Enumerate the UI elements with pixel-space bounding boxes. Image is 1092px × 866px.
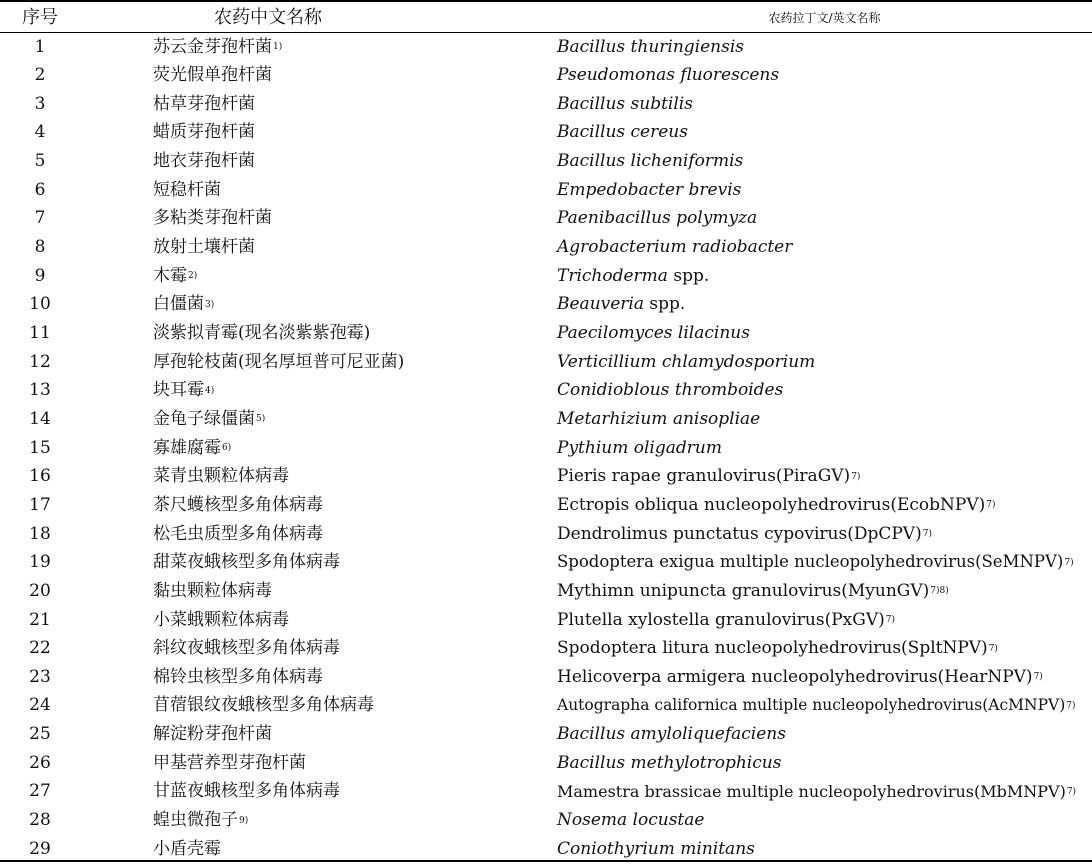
header-latin-name: 农药拉丁文/英文名称 [768, 10, 881, 25]
table-header-row [0, 3, 1092, 32]
latin-name-cell: Ectropis obliqua nucleopolyhedrovirus(EcobNPV) 7) [557, 494, 996, 515]
latin-name: Mythimn unipuncta granulovirus(MyunGV) [557, 580, 930, 601]
row-number: 22 [29, 638, 51, 659]
latin-name-cell [557, 234, 792, 262]
latin-name: Nosema locustae [557, 810, 705, 831]
latin-name-cell [557, 148, 743, 176]
chinese-name: 金龟子绿僵菌 [153, 408, 255, 429]
chinese-name-cell: 苏云金芽孢杆菌 1) [153, 36, 283, 57]
latin-name-cell [557, 434, 722, 462]
latin-name: Mamestra brassicae multiple nucleopolyhedrovirus(MbMNPV) [557, 781, 1066, 801]
chinese-name: 黏虫颗粒体病毒 [153, 580, 272, 601]
latin-name-cell: Mythimn unipuncta granulovirus(MyunGV) 7)8) [557, 580, 949, 601]
latin-name: Pythium oligadrum [557, 437, 722, 458]
table-row [0, 807, 1092, 835]
latin-name: Conidioblous thromboides [557, 380, 784, 401]
chinese-name-cell [153, 148, 255, 176]
row-number: 23 [29, 666, 51, 687]
latin-name: Spodoptera litura nucleopolyhedrovirus(SpltNPV) [557, 638, 988, 659]
chinese-name: 苜蓿银纹夜蛾核型多角体病毒 [153, 695, 374, 716]
chinese-name-cell [153, 778, 340, 806]
table-row [0, 520, 1092, 548]
row-number: 18 [29, 523, 51, 544]
chinese-name-cell [153, 176, 221, 204]
row-number: 29 [29, 838, 51, 859]
chinese-name: 白僵菌 [153, 294, 204, 315]
chinese-name: 斜纹夜蛾核型多角体病毒 [153, 638, 340, 659]
latin-name: Paenibacillus polymyza [557, 208, 758, 229]
latin-name: Beauveria [557, 294, 645, 315]
table-row [0, 491, 1092, 519]
latin-name: Autographa californica multiple nucleopolyhedrovirus(AcMNPV) [557, 696, 1066, 715]
latin-name-cell [557, 291, 685, 319]
latin-name-cell [557, 377, 783, 405]
latin-name-cell: Spodoptera litura nucleopolyhedrovirus(SpltNPV) 7) [557, 638, 998, 659]
chinese-name-cell [153, 520, 323, 548]
chinese-name-cell [153, 663, 323, 691]
latin-name-cell [557, 405, 760, 433]
table-row [0, 434, 1092, 462]
row-number: 13 [29, 380, 51, 401]
header-chinese-name: 农药中文名称 [214, 6, 322, 28]
table-row [0, 348, 1092, 376]
table-row [0, 635, 1092, 663]
chinese-name: 寡雄腐霉 [153, 437, 221, 458]
latin-name: Dendrolimus punctatus cypovirus(DpCPV) [557, 523, 922, 544]
chinese-name-cell [153, 749, 306, 777]
latin-name-cell [557, 119, 688, 147]
row-number: 16 [29, 466, 51, 487]
chinese-name: 蝗虫微孢子 [153, 810, 238, 831]
latin-name-cell: Pieris rapae granulovirus(PiraGV) 7) [557, 466, 861, 487]
table-row [0, 606, 1092, 634]
latin-name: Agrobacterium radiobacter [557, 237, 793, 258]
row-number: 6 [34, 179, 46, 200]
chinese-name: 短稳杆菌 [153, 179, 221, 200]
chinese-name: 淡紫拟青霉(现名淡紫紫孢霉) [153, 323, 371, 343]
chinese-name-cell [153, 549, 340, 577]
latin-name: Paecilomyces lilacinus [557, 323, 750, 343]
latin-name-suffix: spp. [644, 294, 686, 315]
table-bottom-rule [0, 860, 1092, 862]
row-number: 4 [34, 122, 46, 143]
row-number: 28 [29, 810, 51, 831]
chinese-name-cell: 白僵菌 3) [153, 294, 215, 315]
table-row [0, 62, 1092, 90]
chinese-name: 枯草芽孢杆菌 [153, 93, 255, 114]
latin-name-cell: Dendrolimus punctatus cypovirus(DpCPV) 7) [557, 523, 932, 544]
table-row [0, 721, 1092, 749]
latin-name-cell [557, 835, 755, 863]
latin-name-cell: Helicoverpa armigera nucleopolyhedrovirus(HearNPV) 7) [557, 666, 1043, 687]
latin-name: Bacillus methylotrophicus [557, 752, 782, 773]
latin-name: Bacillus cereus [557, 122, 688, 143]
chinese-name-cell: 寡雄腐霉 6) [153, 437, 232, 458]
latin-name-suffix: spp. [667, 265, 710, 286]
chinese-name-cell [153, 205, 272, 233]
latin-name-cell: Spodoptera exigua multiple nucleopolyhedrovirus(SeMNPV) 7) [557, 552, 1074, 572]
table-row [0, 262, 1092, 290]
chinese-name: 木霉 [153, 265, 187, 286]
chinese-name-cell [153, 577, 272, 605]
chinese-name: 解淀粉芽孢杆菌 [153, 724, 272, 745]
latin-name-cell [557, 721, 786, 749]
chinese-name: 甘蓝夜蛾核型多角体病毒 [153, 781, 340, 802]
chinese-name-cell: 块耳霉 4) [153, 380, 215, 401]
table-row [0, 234, 1092, 262]
row-number: 25 [29, 724, 51, 745]
table-row [0, 119, 1092, 147]
row-number: 15 [29, 437, 51, 458]
table-row [0, 33, 1092, 61]
table-row [0, 778, 1092, 806]
chinese-name-cell [153, 90, 255, 118]
latin-name: Bacillus amyloliquefaciens [557, 724, 786, 745]
chinese-name: 小盾壳霉 [153, 838, 221, 859]
chinese-name: 松毛虫质型多角体病毒 [153, 523, 323, 544]
latin-name: Bacillus subtilis [557, 93, 693, 114]
latin-name: Trichoderma [557, 265, 668, 286]
table-row [0, 176, 1092, 204]
latin-name-cell [557, 33, 744, 61]
chinese-name-cell: 蝗虫微孢子 9) [153, 810, 249, 831]
table-row [0, 148, 1092, 176]
chinese-name: 蜡质芽孢杆菌 [153, 122, 255, 143]
table-row [0, 749, 1092, 777]
row-number: 26 [29, 752, 51, 773]
row-number: 21 [29, 609, 51, 630]
chinese-name-cell: 木霉 2) [153, 265, 198, 286]
latin-name: Verticillium chlamydosporium [557, 351, 816, 372]
chinese-name: 棉铃虫核型多角体病毒 [153, 666, 323, 687]
latin-name: Pieris rapae granulovirus(PiraGV) [557, 466, 851, 487]
table-row [0, 692, 1092, 720]
table-top-rule [0, 0, 1092, 2]
row-number: 27 [29, 781, 51, 802]
chinese-name: 甜菜夜蛾核型多角体病毒 [153, 552, 340, 573]
latin-name: Coniothyrium minitans [557, 838, 755, 859]
latin-name-cell [557, 807, 704, 835]
chinese-name-cell [153, 348, 404, 376]
latin-name-cell: Autographa californica multiple nucleopolyhedrovirus(AcMNPV) 7) [557, 696, 1076, 715]
chinese-name-cell [153, 463, 289, 491]
row-number: 20 [29, 580, 51, 601]
chinese-name-cell [153, 721, 272, 749]
table-row [0, 663, 1092, 691]
row-number: 10 [29, 294, 51, 315]
table-row [0, 549, 1092, 577]
header-number: 序号 [22, 6, 58, 28]
row-number: 12 [29, 351, 51, 372]
chinese-name-cell [153, 119, 255, 147]
latin-name: Empedobacter brevis [557, 179, 742, 200]
table-row [0, 835, 1092, 863]
chinese-name: 茶尺蠖核型多角体病毒 [153, 494, 323, 515]
chinese-name: 苏云金芽孢杆菌 [153, 36, 272, 57]
latin-name: Pseudomonas fluorescens [557, 65, 780, 86]
row-number: 14 [29, 408, 51, 429]
latin-name-cell [557, 749, 781, 777]
row-number: 5 [34, 151, 46, 172]
chinese-name-cell [153, 320, 370, 348]
table-row [0, 463, 1092, 491]
row-number: 8 [34, 237, 46, 258]
chinese-name-cell: 金龟子绿僵菌 5) [153, 408, 266, 429]
latin-name: Plutella xylostella granulovirus(PxGV) [557, 609, 885, 630]
latin-name: Metarhizium anisopliae [557, 408, 761, 429]
row-number: 24 [29, 695, 51, 716]
chinese-name-cell [153, 835, 221, 863]
chinese-name-cell [153, 234, 255, 262]
chinese-name-cell [153, 491, 323, 519]
latin-name: Spodoptera exigua multiple nucleopolyhedrovirus(SeMNPV) [557, 552, 1064, 572]
latin-name-cell [557, 176, 741, 204]
latin-name: Bacillus licheniformis [557, 151, 744, 172]
table-row [0, 291, 1092, 319]
latin-name: Ectropis obliqua nucleopolyhedrovirus(EcobNPV) [557, 494, 986, 515]
row-number: 3 [34, 93, 46, 114]
latin-name: Bacillus thuringiensis [557, 36, 744, 57]
row-number: 17 [29, 494, 51, 515]
chinese-name: 多粘类芽孢杆菌 [153, 208, 272, 229]
chinese-name: 甲基营养型芽孢杆菌 [153, 752, 306, 773]
table-row [0, 577, 1092, 605]
chinese-name: 块耳霉 [153, 380, 204, 401]
latin-name-cell [557, 348, 815, 376]
chinese-name-cell [153, 62, 272, 90]
table-row [0, 405, 1092, 433]
row-number: 1 [34, 36, 46, 57]
latin-name-cell [557, 320, 750, 348]
latin-name-cell [557, 262, 709, 290]
table-row [0, 320, 1092, 348]
latin-name-cell [557, 205, 757, 233]
chinese-name-cell [153, 606, 289, 634]
latin-name-cell [557, 62, 779, 90]
row-number: 2 [34, 65, 46, 86]
table-row [0, 205, 1092, 233]
latin-name-cell: Mamestra brassicae multiple nucleopolyhedrovirus(MbMNPV) 7) [557, 781, 1077, 801]
latin-name-cell [557, 90, 693, 118]
chinese-name-cell [153, 635, 340, 663]
row-number: 7 [34, 208, 46, 229]
latin-name: Helicoverpa armigera nucleopolyhedrovirus(HearNPV) [557, 666, 1033, 687]
chinese-name: 放射土壤杆菌 [153, 237, 255, 258]
chinese-name-cell [153, 692, 374, 720]
chinese-name: 菜青虫颗粒体病毒 [153, 466, 289, 487]
row-number: 19 [29, 552, 51, 573]
chinese-name: 地衣芽孢杆菌 [153, 151, 255, 172]
row-number: 11 [29, 323, 51, 343]
row-number: 9 [34, 265, 46, 286]
latin-name-cell: Plutella xylostella granulovirus(PxGV) 7) [557, 609, 895, 630]
chinese-name: 厚孢轮枝菌(现名厚垣普可尼亚菌) [153, 351, 405, 372]
chinese-name: 荧光假单孢杆菌 [153, 65, 272, 86]
chinese-name: 小菜蛾颗粒体病毒 [153, 609, 289, 630]
table-row [0, 377, 1092, 405]
table-row [0, 90, 1092, 118]
